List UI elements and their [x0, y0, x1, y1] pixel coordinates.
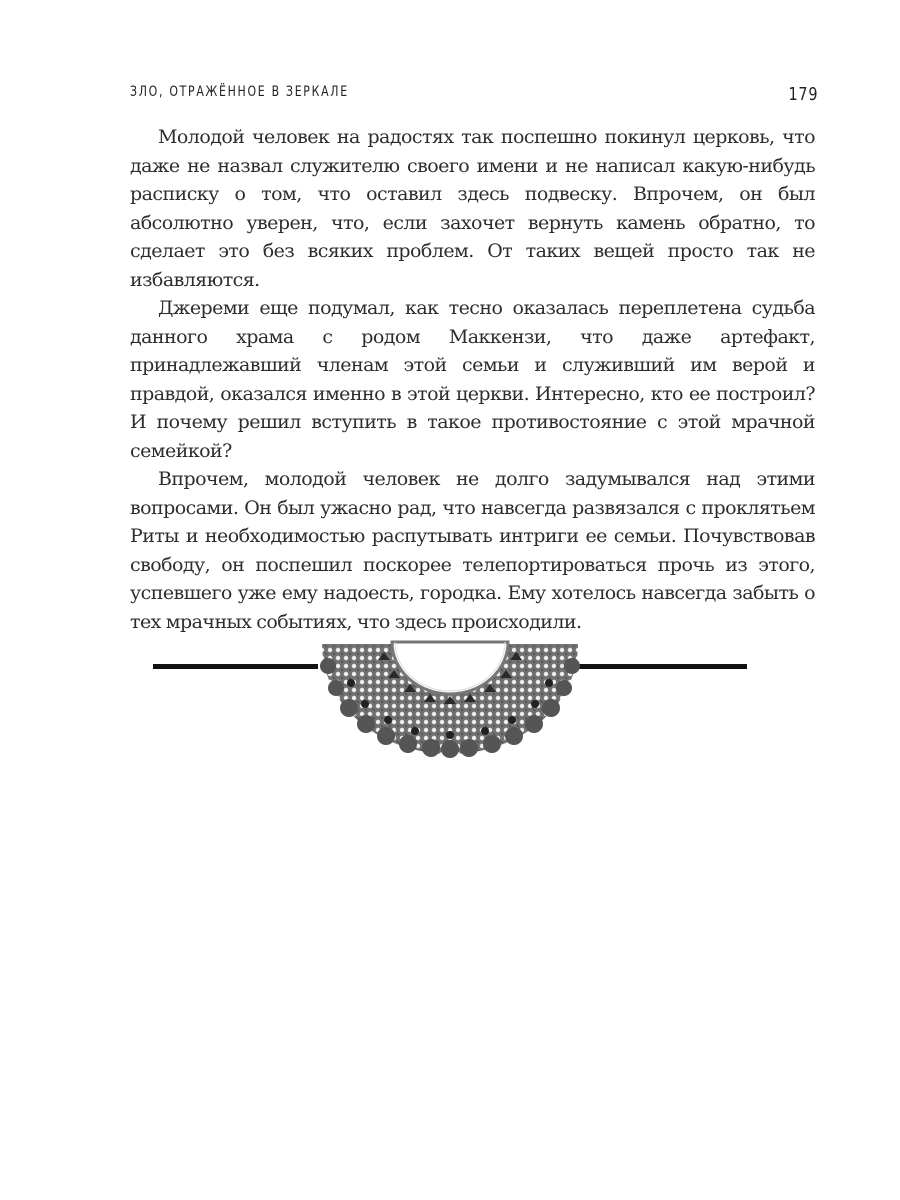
- body-text: [130, 123, 815, 636]
- lace-semicircle-divider-icon: [150, 638, 750, 758]
- paragraph: Впрочем, молодой человек не долго задумывался над этими вопросами. Он был ужасно рад, что навсегда развязался с проклятьем Риты и необходимостью распутывать интриги ее семьи. Почувствовав свободу, он поспешил поскорее телепортироваться прочь из этого, успевшего уже ему надоесть, городка. Ему хотелось навсегда забыть о тех мрачных событиях, что здесь происходили.: [130, 468, 815, 633]
- paragraph: Молодой человек на радостях так поспешно покинул церковь, что даже не назвал служителю своего имени и не написал какую-нибудь расписку о том, что оставил здесь подвеску. Впрочем, он был абсолютно уверен, что, если захочет вернуть камень обратно, то сделает это без всяких проблем. От таких вещей просто так не избавляются.: [130, 126, 815, 291]
- running-head-title: ЗЛО, ОТРАЖЁННОЕ В ЗЕРКАЛЕ: [130, 84, 349, 100]
- page-number: 179: [788, 84, 818, 105]
- paragraph: Джереми еще подумал, как тесно оказалась переплетена судьба данного храма с родом Маккензи, что даже артефакт, принадлежавший членам этой семьи и служивший им верой и правдой, оказался именно в этой церкви. Интересно, кто ее построил? И почему решил вступить в такое противостояние с этой мрачной семейкой?: [130, 297, 815, 462]
